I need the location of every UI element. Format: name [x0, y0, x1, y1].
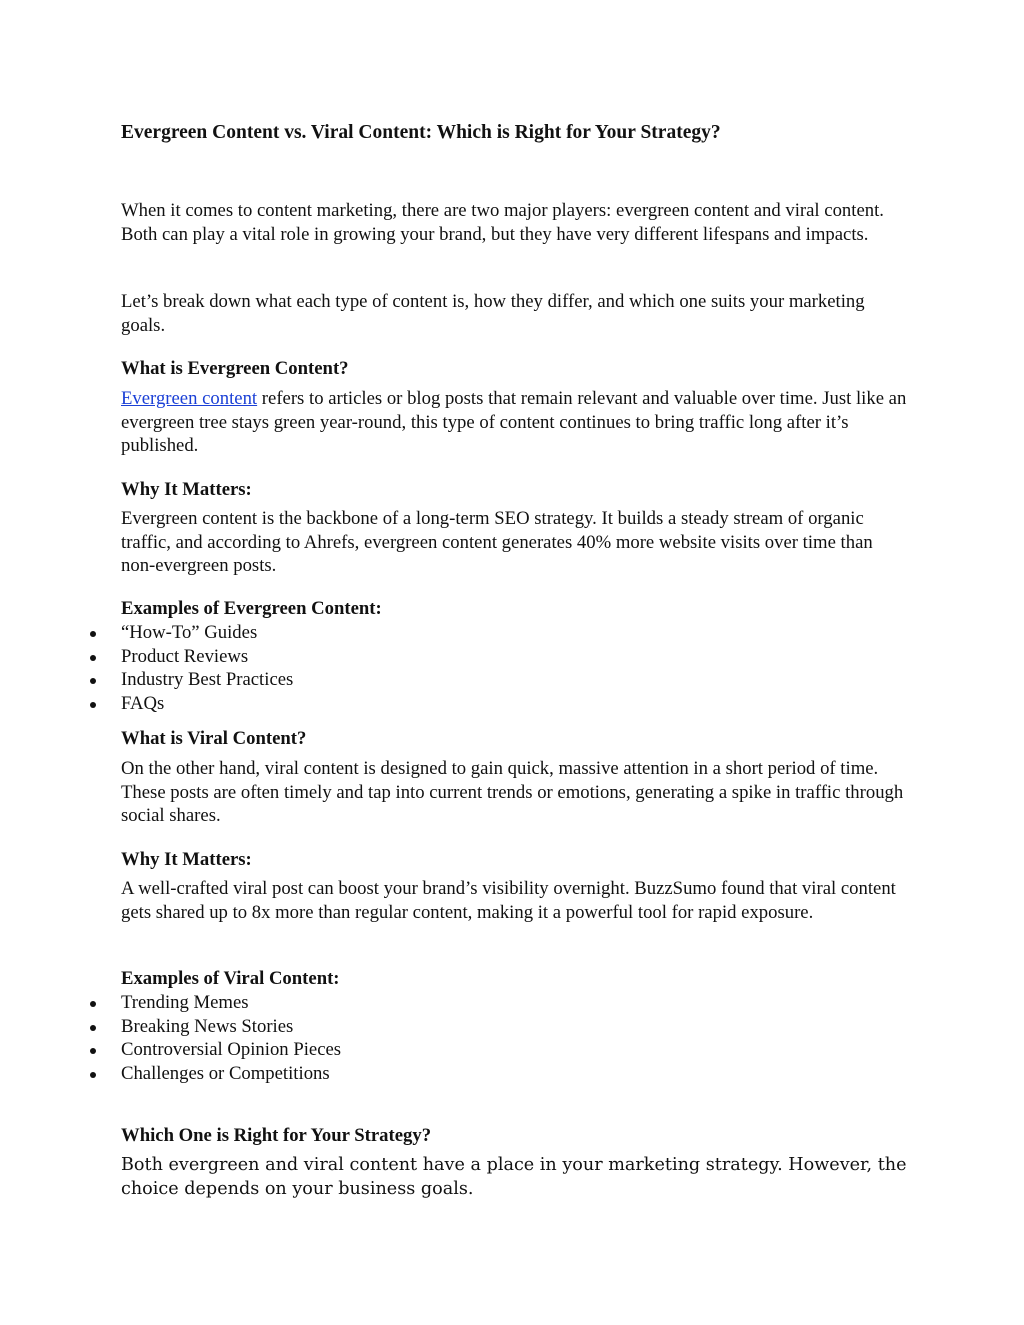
bullet-icon [90, 678, 96, 684]
strategy-body: Both evergreen and viral content have a place in your marketing strategy. However, the choice depends on your business goals. [121, 1155, 907, 1199]
intro-paragraph-1: When it comes to content marketing, there are two major players: evergreen content and viral content. Both can play a vital role in growing your brand, but they have very different lifespans and impacts. [121, 200, 884, 245]
bullet-icon [90, 702, 96, 708]
list-item: FAQs [0, 692, 800, 716]
viral-why-heading: Why It Matters: [121, 849, 252, 870]
viral-examples-heading: Examples of Viral Content: [121, 968, 340, 989]
bullet-icon [90, 1001, 96, 1007]
list-item: “How-To” Guides [0, 621, 800, 645]
evergreen-examples-list [0, 621, 800, 715]
bullet-icon [90, 631, 96, 637]
viral-definition: On the other hand, viral content is designed to gain quick, massive attention in a short period of time. These posts are often timely and tap into current trends or emotions, generating a spike in traffic through social shares. [121, 758, 904, 827]
intro-paragraph-2: Let’s break down what each type of content is, how they differ, and which one suits your marketing goals. [121, 291, 865, 336]
bullet-icon [90, 1072, 96, 1078]
list-item: Breaking News Stories [0, 1015, 800, 1039]
viral-examples-list [0, 991, 800, 1085]
evergreen-definition [121, 387, 911, 458]
bullet-icon [90, 1048, 96, 1054]
evergreen-why-body: Evergreen content is the backbone of a long-term SEO strategy. It builds a steady stream of organic traffic, and according to Ahrefs, evergreen content generates 40% more website visits over time than non-evergreen posts. [121, 508, 873, 577]
list-item: Industry Best Practices [0, 668, 800, 692]
list-item: Trending Memes [0, 991, 800, 1015]
evergreen-heading: What is Evergreen Content? [121, 358, 349, 379]
list-item: Product Reviews [0, 645, 800, 669]
strategy-heading: Which One is Right for Your Strategy? [121, 1125, 432, 1146]
evergreen-definition-text: refers to articles or blog posts that remain relevant and valuable over time. Just like an evergreen tree stays green year-round, this type of content continues to bring traffic long after it’s published. [121, 388, 907, 457]
list-item: Challenges or Competitions [0, 1062, 800, 1086]
bullet-icon [90, 1025, 96, 1031]
evergreen-examples-heading: Examples of Evergreen Content: [121, 598, 382, 619]
bullet-icon [90, 655, 96, 661]
viral-why-body: A well-crafted viral post can boost your brand’s visibility overnight. BuzzSumo found that viral content gets shared up to 8x more than regular content, making it a powerful tool for rapid exposure. [121, 878, 896, 923]
evergreen-why-heading: Why It Matters: [121, 479, 252, 500]
viral-heading: What is Viral Content? [121, 728, 307, 749]
document-title: Evergreen Content vs. Viral Content: Which is Right for Your Strategy? [121, 122, 721, 143]
list-item: Controversial Opinion Pieces [0, 1038, 800, 1062]
evergreen-content-link[interactable]: Evergreen content [121, 388, 258, 409]
